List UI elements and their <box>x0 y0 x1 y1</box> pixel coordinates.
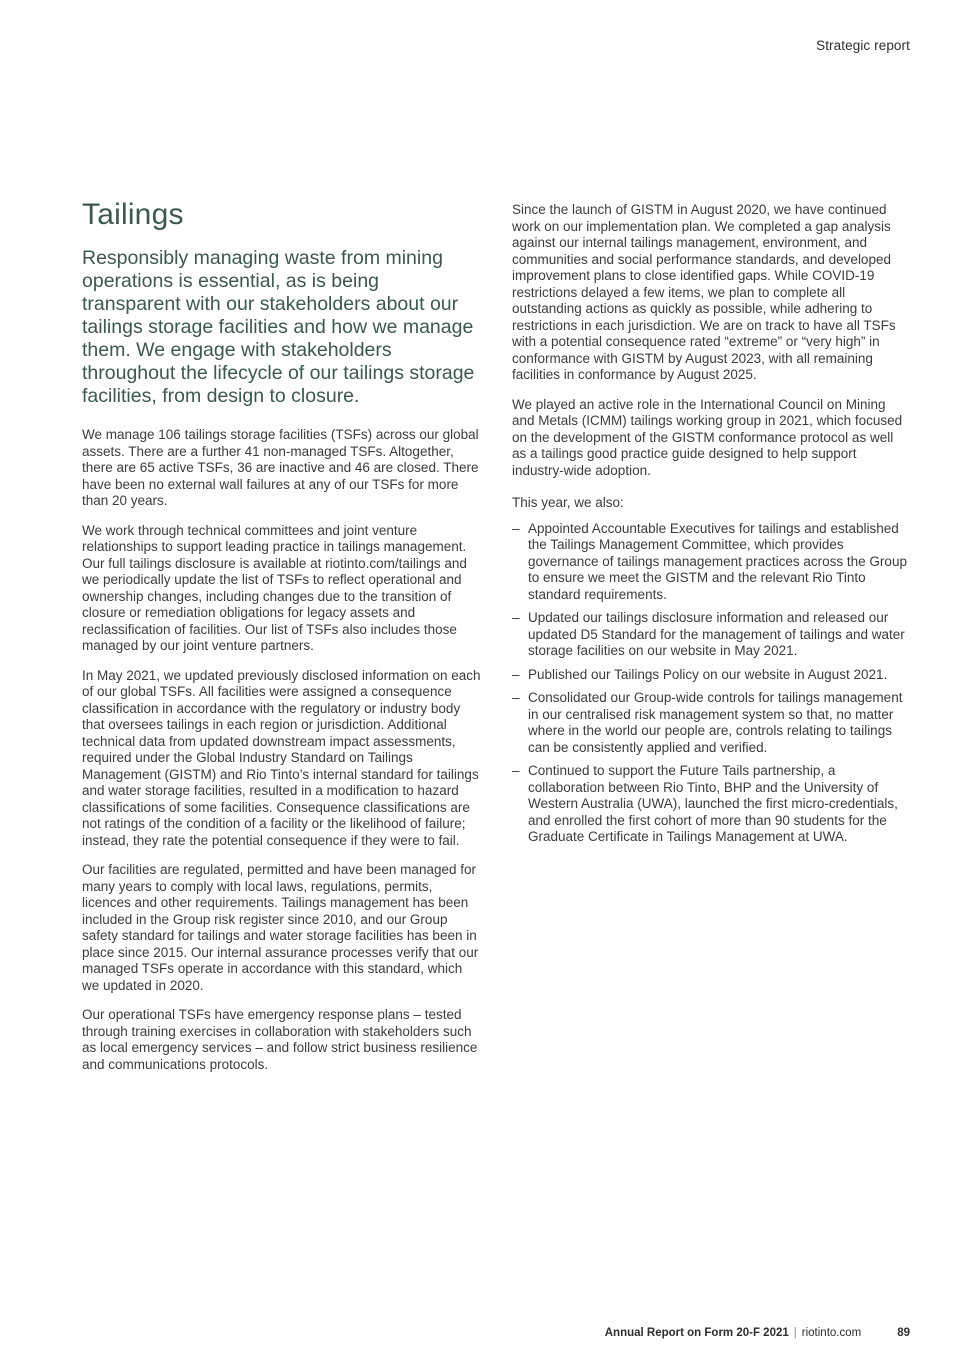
footer-page-number: 89 <box>897 1327 910 1339</box>
paragraph-left-4: Our facilities are regulated, permitted and have been managed for many years to comply with local laws, regulations, permits, licences and other requirements. Tailings management has been included in the Group risk register since 2010, and our Group safety standard for tailings and water storage facilities has been in place since 2015. Our internal assurance processes verify that our managed TSFs operate in accordance with this standard, which we updated in 2020. <box>82 862 479 993</box>
section-label: Strategic report <box>816 38 910 53</box>
list-item <box>512 763 910 846</box>
paragraph-left-5: Our operational TSFs have emergency response plans – tested through training exercises in collaboration with stakeholders such as local emergency services – and follow strict business resilience and communications protocols. <box>82 1007 478 1072</box>
list-item-text: Updated our tailings disclosure information and released our updated D5 Standard for the management of tailings and water storage facilities on our website in May 2021. <box>528 610 905 658</box>
bullet-list <box>512 521 910 846</box>
dash-marker: – <box>512 690 520 705</box>
list-item <box>512 610 910 660</box>
list-item-text: Continued to support the Future Tails partnership, a collaboration between Rio Tinto, BHP and the University of Western Australia (UWA), launched the first micro-credentials, and enrolled the first cohort of more than 90 students for the Graduate Certificate in Tailings Management at UWA. <box>528 763 898 844</box>
dash-marker: – <box>512 610 520 625</box>
article-title: Tailings <box>82 198 184 231</box>
paragraph-left-2: We work through technical committees and joint venture relationships to support leading practice in tailings management. Our full tailings disclosure is available at riotinto.com/tailings and we periodically update the list of TSFs to reflect operational and ownership changes, including changes due to the transition of closure or remediation obligations for legacy assets and reclassification of facilities. Our list of TSFs also includes those managed by our joint venture partners. <box>82 522 467 653</box>
list-item <box>512 667 910 684</box>
paragraph-right-2: We played an active role in the International Council on Mining and Metals (ICMM) tailings working group in 2021, which focused on the development of the GISTM conformance protocol as well as a tailings good practice guide designed to help support industry-wide adoption. <box>512 396 903 478</box>
left-column <box>82 198 482 1086</box>
right-column <box>512 198 910 1086</box>
list-item-text: Appointed Accountable Executives for tailings and established the Tailings Management Committee, which provides governance of tailings management practices across the Group to ensure we meet the GISTM and the relevant Rio Tinto standard requirements. <box>528 520 907 602</box>
paragraph-right-1: Since the launch of GISTM in August 2020, we have continued work on our implementation plan. We completed a gap analysis against our internal tailings management, environment, and communities and social performance standards, and developed improvement plans to close identified gaps. While COVID-19 restrictions delayed a few items, we plan to complete all outstanding actions as quickly as possible, while adhering to restrictions in each jurisdiction. We are on track to have all TSFs with a potential consequence rated “extreme” or “very high” in conformance with GISTM by August 2023, with all remaining facilities in conformance by August 2025. <box>512 202 896 382</box>
paragraph-left-3: In May 2021, we updated previously disclosed information on each of our global TSFs. All facilities were assigned a consequence classification in accordance with the regulatory or industry body that oversees tailings in each region or jurisdiction. Additional technical data from updated downstream impact assessments, required under the Global Industry Standard on Tailings Management (GISTM) and Rio Tinto’s internal standard for tailings and water storage facilities, resulted in a modification to hazard classifications of some facilities. Consequence classifications are not ratings of the condition of a facility or the likelihood of failure; instead, they rate the potential consequence if they were to fail. <box>82 667 481 848</box>
list-item-text: Published our Tailings Policy on our website in August 2021. <box>528 666 888 682</box>
page-header <box>816 38 910 53</box>
page-content <box>82 198 910 1086</box>
page-footer <box>605 1327 910 1339</box>
article-lead: Responsibly managing waste from mining operations is essential, as is being transparent with our stakeholders about our tailings storage facilities and how we manage them. We engage with stakeholders throughout the lifecycle of our tailings storage facilities, from design to closure. <box>82 247 475 407</box>
dash-marker: – <box>512 763 520 778</box>
dash-marker: – <box>512 666 520 682</box>
list-intro: This year, we also: <box>512 495 624 510</box>
list-item-text: Consolidated our Group-wide controls for tailings management in our centralised risk management system so that, no matter where in the world our people are, controls relating to tailings can be consistently applied and verified. <box>528 690 903 755</box>
dash-marker: – <box>512 520 520 536</box>
footer-separator: | <box>793 1327 797 1339</box>
paragraph-left-1: We manage 106 tailings storage facilities (TSFs) across our global assets. There are a further 41 non-managed TSFs. Altogether, there are 65 active TSFs, 36 are inactive and 46 are closed. There have been no external wall failures at any of our TSFs for more than 20 years. <box>82 427 479 508</box>
footer-report-title: Annual Report on Form 20-F 2021 <box>604 1327 789 1339</box>
footer-site-link[interactable]: riotinto.com <box>801 1327 862 1339</box>
list-item <box>512 690 910 756</box>
list-item <box>512 521 910 604</box>
